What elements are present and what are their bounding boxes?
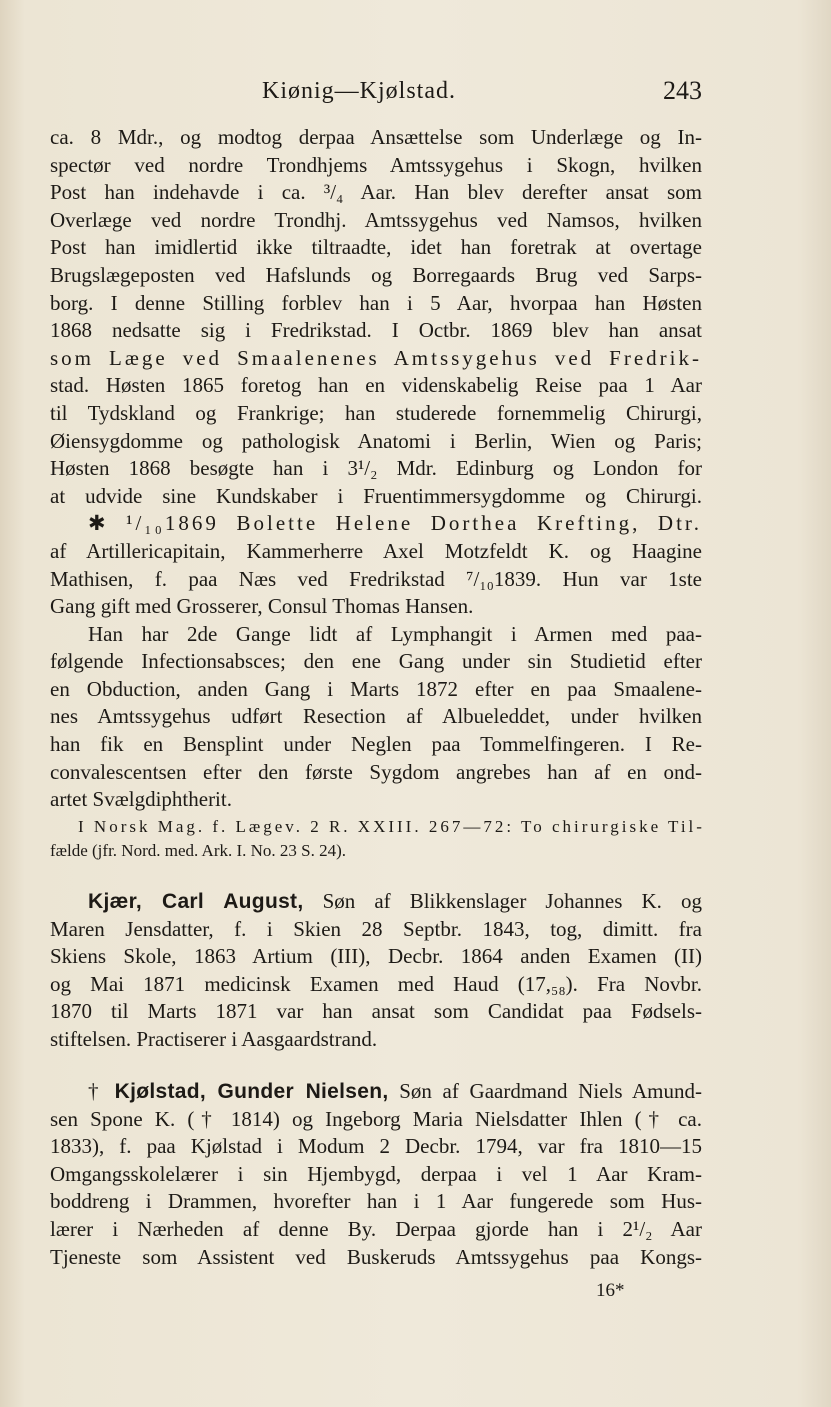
reference-line: fælde (jfr. Nord. med. Ark. I. No. 23 S. 24). [50, 841, 347, 860]
entry-text: Søn af Blikkenslager Johannes K. og [303, 889, 702, 913]
text-line: boddreng i Drammen, hvorefter han i 1 Aar fungerede som Hus- [50, 1189, 702, 1214]
text-line: artet Svælgdiphtherit. [50, 787, 232, 812]
text-line: Brugslægeposten ved Hafslunds og Borregaards Brug ved Sarps- [50, 262, 702, 287]
text-line: at udvide sine Kundskaber i Fruentimmersygdomme og Chirurgi. [50, 483, 702, 508]
entry-first-line [50, 1078, 702, 1106]
entry-name: Kjølstad, Gunder Nielsen, [114, 1080, 389, 1103]
entry-kjaer [50, 888, 702, 1054]
reference-line: I Norsk Mag. f. Lægev. 2 R. XXIII. 267—72: To chirurgiske Til- [78, 817, 705, 836]
text-line: 1833), f. paa Kjølstad i Modum 2 Decbr. 1794, var fra 1810—15 [50, 1134, 702, 1159]
text-line: 1868 nedsatte sig i Fredrikstad. I Octbr. 1869 blev han ansat [50, 318, 702, 343]
text-line: stiftelsen. Practiserer i Aasgaardstrand. [50, 1026, 378, 1051]
text-line: spectør ved nordre Trondhjems Amtssygehus i Skogn, hvilken [50, 152, 702, 177]
text-line: nes Amtssygehus udført Resection af Albueleddet, under hvilken [50, 704, 702, 729]
text-line: sen Spone K. († 1814) og Ingeborg Maria Nielsdatter Ihlen († ca. [50, 1106, 702, 1131]
text-line: og Mai 1871 medicinsk Examen med Haud (17,₅₈). Fra Novbr. [50, 971, 702, 996]
text-line: Han har 2de Gange lidt af Lymphangit i Armen med paa- [88, 621, 702, 646]
text-line: Mathisen, f. paa Næs ved Fredrikstad ⁷/₁₀1839. Hun var 1ste [50, 566, 702, 591]
text-line: følgende Infectionsabsces; den ene Gang under sin Studietid efter [50, 649, 702, 674]
text-line: Omgangsskolelærer i sin Hjembygd, derpaa i vel 1 Aar Kram- [50, 1161, 702, 1186]
marriage-line: ✱ ¹/₁₀1869 Bolette Helene Dorthea Krefting, Dtr. [88, 511, 702, 536]
text-line: Post han imidlertid ikke tiltraadte, idet han foretrak at overtage [50, 235, 702, 260]
text-line: Post han indehavde i ca. ³/₄ Aar. Han blev derefter ansat som [50, 180, 702, 205]
text-line: Maren Jensdatter, f. i Skien 28 Septbr. 1843, tog, dimitt. fra [50, 916, 702, 941]
dagger-mark: † [88, 1079, 115, 1103]
text-line: Tjeneste som Assistent ved Buskeruds Amtssygehus paa Kongs- [50, 1244, 702, 1269]
signature-mark: 16* [596, 1280, 625, 1301]
text-line: Gang gift med Grosserer, Consul Thomas Hansen. [50, 594, 474, 619]
text-line: ca. 8 Mdr., og modtog derpaa Ansættelse som Underlæge og In- [50, 125, 702, 149]
text-line: lærer i Nærheden af denne By. Derpaa gjorde han i 2¹/₂ Aar [50, 1216, 702, 1241]
text-line: en Obduction, anden Gang i Marts 1872 efter en paa Smaalene- [50, 676, 702, 701]
page-number: 243 [663, 76, 702, 105]
text-line: Overlæge ved nordre Trondhj. Amtssygehus ved Namsos, hvilken [50, 207, 702, 232]
entry-text: Søn af Gaardmand Niels Amund- [388, 1079, 702, 1103]
text-line: han fik en Bensplint under Neglen paa Tommelfingeren. I Re- [50, 732, 702, 757]
reference-block [50, 815, 705, 863]
text-line: til Tydskland og Frankrige; han studerede fornemmelig Chirurgi, [50, 400, 702, 425]
text-line: borg. I denne Stilling forblev han i 5 Aar, hvorpaa han Høsten [50, 290, 702, 315]
running-head: Kiønig—Kjølstad. [262, 78, 456, 104]
text-line: Øiensygdomme og pathologisk Anatomi i Berlin, Wien og Paris; [50, 428, 702, 453]
entry-first-line [50, 888, 702, 916]
text-line: convalescentsen efter den første Sygdom angrebes han af en ond- [50, 759, 702, 784]
text-line: Skiens Skole, 1863 Artium (III), Decbr. 1864 anden Examen (II) [50, 944, 702, 969]
text-line: stad. Høsten 1865 foretog han en videnskabelig Reise paa 1 Aar [50, 373, 702, 398]
text-line: som Læge ved Smaalenenes Amtssygehus ved Fredrik- [50, 345, 702, 370]
text-line: Høsten 1868 besøgte han i 3¹/₂ Mdr. Edinburg og London for [50, 456, 702, 481]
page-header [50, 76, 702, 108]
main-text-block [50, 124, 702, 814]
text-line: af Artillericapitain, Kammerherre Axel Motzfeldt K. og Haagine [50, 538, 702, 563]
text-line: 1870 til Marts 1871 var han ansat som Candidat paa Fødsels- [50, 999, 702, 1024]
entry-name: Kjær, Carl August, [88, 890, 304, 913]
entry-kjolstad [50, 1078, 702, 1271]
